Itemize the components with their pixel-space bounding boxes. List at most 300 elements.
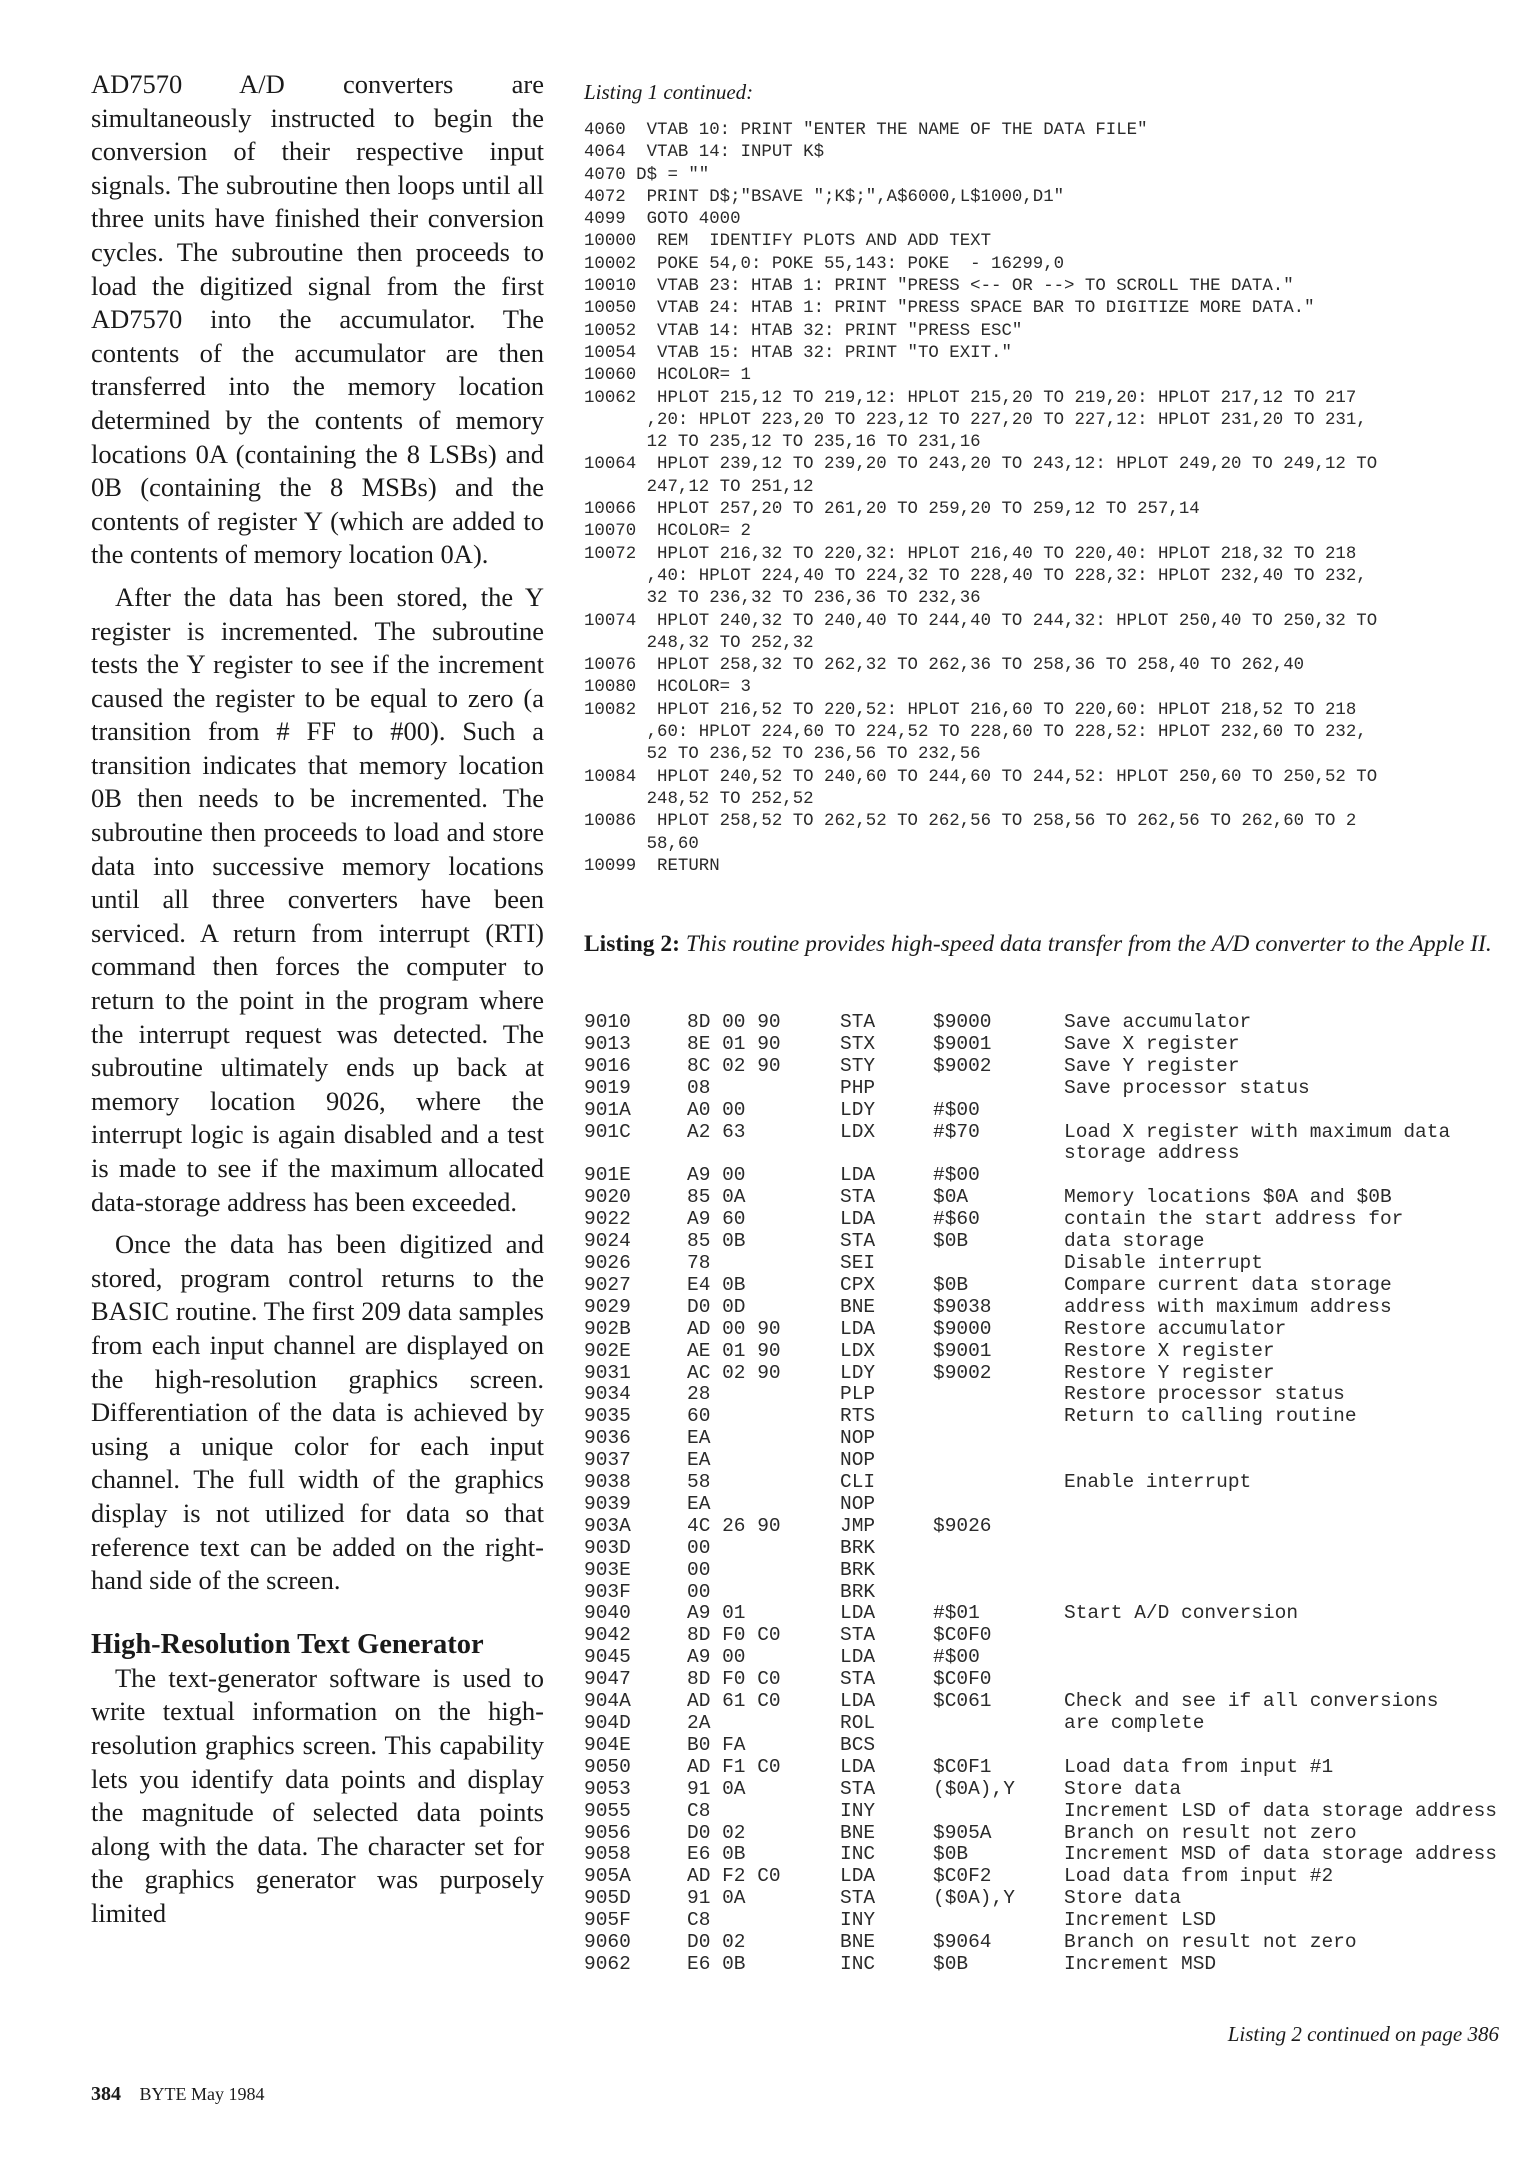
opcode-bytes-cell: A9 00: [687, 1164, 746, 1187]
code-line: 10080 HCOLOR= 3: [584, 678, 751, 698]
opcode-bytes-cell: E4 0B: [687, 1273, 746, 1296]
opcode-bytes-cell: A0 00: [687, 1098, 746, 1121]
assembly-row: [584, 1801, 1514, 1823]
opcode-bytes-cell: E6 0B: [687, 1843, 746, 1866]
mnemonic-cell: NOP: [840, 1492, 876, 1515]
comment-cell: Restore processor status: [1064, 1383, 1345, 1406]
comment-cell: contain the start address for: [1064, 1208, 1404, 1231]
assembly-row: [584, 1582, 1514, 1604]
opcode-bytes-cell: C8: [687, 1909, 711, 1932]
code-line: 4099 GOTO 4000: [584, 210, 741, 230]
code-line: 10099 RETURN: [584, 856, 720, 876]
address-cell: 904E: [584, 1733, 631, 1756]
comment-cell: [1064, 1165, 1514, 1187]
operand-cell: $C0F1: [933, 1755, 992, 1778]
code-line: 4070 D$ = "": [584, 165, 710, 185]
code-line: 4060 VTAB 10: PRINT "ENTER THE NAME OF THE DATA FILE": [584, 121, 1148, 140]
address-cell: 9040: [584, 1602, 631, 1625]
mnemonic-cell: LDY: [840, 1098, 876, 1121]
operand-cell: [933, 1253, 1064, 1275]
opcode-bytes-cell: 85 0B: [687, 1230, 746, 1253]
article-body: [91, 68, 544, 1930]
mnemonic-cell: LDA: [840, 1646, 876, 1669]
comment-cell: Memory locations $0A and $0B: [1064, 1186, 1392, 1209]
opcode-bytes-cell: 58: [687, 1471, 711, 1494]
assembly-row: [584, 1538, 1514, 1560]
mnemonic-cell: NOP: [840, 1449, 876, 1472]
opcode-bytes-cell: A9 60: [687, 1208, 746, 1231]
assembly-row: [584, 1866, 1514, 1888]
comment-cell: data storage: [1064, 1230, 1205, 1253]
address-cell: 9042: [584, 1624, 631, 1647]
mnemonic-cell: LDX: [840, 1120, 876, 1143]
opcode-bytes-cell: D0 0D: [687, 1295, 746, 1318]
address-cell: 9016: [584, 1054, 631, 1077]
code-line: 10086 HPLOT 258,52 TO 262,52 TO 262,56 TO 258,56 TO 262,56 TO 262,60 TO 2: [584, 812, 1357, 832]
address-cell: 903E: [584, 1558, 631, 1581]
opcode-bytes-cell: 00: [687, 1536, 711, 1559]
mnemonic-cell: LDY: [840, 1361, 876, 1384]
comment-cell: Save processor status: [1064, 1076, 1310, 1099]
mnemonic-cell: INY: [840, 1909, 876, 1932]
operand-cell: $9000: [933, 1317, 992, 1340]
assembly-row: [584, 1319, 1514, 1341]
mnemonic-cell: NOP: [840, 1427, 876, 1450]
code-line: 10000 REM IDENTIFY PLOTS AND ADD TEXT: [584, 232, 992, 252]
comment-cell: [1064, 1516, 1514, 1538]
assembly-row: [584, 1187, 1514, 1209]
assembly-row: [584, 1275, 1514, 1297]
address-cell: 9045: [584, 1646, 631, 1669]
operand-cell: $9002: [933, 1054, 992, 1077]
comment-cell: [1064, 1494, 1514, 1516]
assembly-row: [584, 1757, 1514, 1779]
operand-cell: #$00: [933, 1646, 980, 1669]
assembly-row: [584, 1297, 1514, 1319]
address-cell: 9036: [584, 1427, 631, 1450]
opcode-bytes-cell: D0 02: [687, 1821, 746, 1844]
mnemonic-cell: PHP: [840, 1076, 876, 1099]
comment-cell: [1064, 1100, 1514, 1122]
listing2-code: [584, 1012, 1514, 1976]
opcode-bytes-cell: EA: [687, 1492, 711, 1515]
mnemonic-cell: BRK: [840, 1536, 876, 1559]
address-cell: 9022: [584, 1208, 631, 1231]
operand-cell: [933, 1910, 1064, 1932]
mnemonic-cell: ROL: [840, 1712, 876, 1734]
section-heading: High-Resolution Text Generator: [91, 1628, 484, 1660]
operand-cell: $0B: [933, 1843, 969, 1866]
assembly-row: [584, 1888, 1514, 1910]
mnemonic-cell: STA: [840, 1887, 876, 1910]
comment-cell: Start A/D conversion: [1064, 1602, 1299, 1625]
assembly-row: [584, 1494, 1514, 1516]
opcode-bytes-cell: 00: [687, 1580, 711, 1603]
comment-cell: Save X register: [1064, 1032, 1240, 1055]
mnemonic-cell: INC: [840, 1843, 876, 1866]
code-line: 10076 HPLOT 258,32 TO 262,32 TO 262,36 TO 258,36 TO 258,40 TO 262,40: [584, 656, 1305, 676]
code-line: 10082 HPLOT 216,52 TO 220,52: HPLOT 216,60 TO 220,60: HPLOT 218,52 TO 218: [584, 700, 1357, 720]
operand-cell: #$70: [933, 1120, 980, 1143]
mnemonic-cell: LDX: [840, 1339, 876, 1362]
code-line: ,60: HPLOT 224,60 TO 224,52 TO 228,60 TO 228,52: HPLOT 232,60 TO 232,: [584, 723, 1367, 743]
operand-cell: [933, 1384, 1064, 1406]
opcode-bytes-cell: 8D 00 90: [687, 1011, 781, 1033]
code-line: ,40: HPLOT 224,40 TO 224,32 TO 228,40 TO 228,32: HPLOT 232,40 TO 232,: [584, 566, 1367, 586]
operand-cell: $9001: [933, 1032, 992, 1055]
operand-cell: $9000: [933, 1011, 992, 1033]
comment-cell: [1064, 1428, 1514, 1450]
mnemonic-cell: LDA: [840, 1164, 876, 1187]
address-cell: 9013: [584, 1032, 631, 1055]
assembly-row: [584, 1844, 1514, 1866]
opcode-bytes-cell: 00: [687, 1558, 711, 1581]
operand-cell: $0B: [933, 1952, 969, 1975]
operand-cell: [933, 1582, 1064, 1604]
address-cell: 9047: [584, 1668, 631, 1691]
code-line: 10054 VTAB 15: HTAB 32: PRINT "TO EXIT.": [584, 343, 1012, 363]
opcode-bytes-cell: 8D F0 C0: [687, 1624, 781, 1647]
operand-cell: $C0F0: [933, 1624, 992, 1647]
opcode-bytes-cell: D0 02: [687, 1931, 746, 1954]
comment-cell: Save Y register: [1064, 1054, 1240, 1077]
address-cell: 9058: [584, 1843, 631, 1866]
mnemonic-cell: LDA: [840, 1690, 876, 1713]
operand-cell: $9026: [933, 1514, 992, 1537]
assembly-row: [584, 1428, 1514, 1450]
operand-cell: #$01: [933, 1602, 980, 1625]
address-cell: 9019: [584, 1076, 631, 1099]
comment-cell: Increment MSD: [1064, 1952, 1217, 1975]
comment-cell: Restore Y register: [1064, 1361, 1275, 1384]
mnemonic-cell: BRK: [840, 1558, 876, 1581]
mnemonic-cell: LDA: [840, 1865, 876, 1888]
code-line: 10062 HPLOT 215,12 TO 219,12: HPLOT 215,20 TO 219,20: HPLOT 217,12 TO 217: [584, 388, 1357, 408]
address-cell: 9010: [584, 1011, 631, 1033]
operand-cell: $C0F0: [933, 1668, 992, 1691]
operand-cell: [933, 1713, 1064, 1735]
listing2-caption: [584, 928, 1514, 961]
mnemonic-cell: CLI: [840, 1471, 876, 1494]
address-cell: 902E: [584, 1339, 631, 1362]
mnemonic-cell: BNE: [840, 1295, 876, 1318]
code-line: 10070 HCOLOR= 2: [584, 522, 751, 542]
comment-cell: Load X register with maximum data storage address: [1064, 1120, 1451, 1165]
address-cell: 9020: [584, 1186, 631, 1209]
address-cell: 904A: [584, 1690, 631, 1713]
assembly-row: [584, 1341, 1514, 1363]
assembly-row: [584, 1450, 1514, 1472]
opcode-bytes-cell: AD F2 C0: [687, 1865, 781, 1888]
code-line: 10072 HPLOT 216,32 TO 220,32: HPLOT 216,40 TO 220,40: HPLOT 218,32 TO 218: [584, 544, 1357, 564]
opcode-bytes-cell: 4C 26 90: [687, 1514, 781, 1537]
assembly-row: [584, 1669, 1514, 1691]
mnemonic-cell: LDA: [840, 1755, 876, 1778]
code-line: 10002 POKE 54,0: POKE 55,143: POKE - 16299,0: [584, 254, 1065, 274]
comment-cell: Increment LSD of data storage address: [1064, 1799, 1497, 1822]
address-cell: 9053: [584, 1777, 631, 1800]
address-cell: 901A: [584, 1098, 631, 1121]
assembly-row: [584, 1406, 1514, 1428]
article-paragraph: The text-generator software is used to write textual information on the high-resolution graphics screen. This capability lets you identify data points and display the magnitude of selected data points along with the data. The character set for the graphics generator was purposely limited: [91, 1662, 544, 1928]
assembly-row: [584, 1691, 1514, 1713]
code-line: 10074 HPLOT 240,32 TO 240,40 TO 244,40 TO 244,32: HPLOT 250,40 TO 250,32 TO: [584, 611, 1378, 631]
operand-cell: $9002: [933, 1361, 992, 1384]
assembly-row: [584, 1209, 1514, 1231]
assembly-row: [584, 1253, 1514, 1275]
comment-cell: [1064, 1560, 1514, 1582]
code-line: ,20: HPLOT 223,20 TO 223,12 TO 227,20 TO 227,12: HPLOT 231,20 TO 231,: [584, 410, 1367, 430]
opcode-bytes-cell: 8D F0 C0: [687, 1668, 781, 1691]
address-cell: 9027: [584, 1273, 631, 1296]
comment-cell: Load data from input #2: [1064, 1865, 1334, 1888]
opcode-bytes-cell: AD 61 C0: [687, 1690, 781, 1713]
operand-cell: $0A: [933, 1186, 969, 1209]
comment-cell: Load data from input #1: [1064, 1755, 1334, 1778]
address-cell: 902B: [584, 1317, 631, 1340]
assembly-row: [584, 1056, 1514, 1078]
assembly-row: [584, 1910, 1514, 1932]
code-line: 12 TO 235,12 TO 235,16 TO 231,16: [584, 433, 981, 453]
mnemonic-cell: STA: [840, 1668, 876, 1691]
mnemonic-cell: BCS: [840, 1733, 876, 1756]
code-line: 10084 HPLOT 240,52 TO 240,60 TO 244,60 TO 244,52: HPLOT 250,60 TO 250,52 TO: [584, 767, 1378, 787]
operand-cell: $9038: [933, 1295, 992, 1318]
code-line: 10060 HCOLOR= 1: [584, 366, 751, 386]
continued-note: Listing 2 continued on page 386: [1227, 2022, 1499, 2046]
address-cell: 9050: [584, 1755, 631, 1778]
opcode-bytes-cell: A9 00: [687, 1646, 746, 1669]
address-cell: 901E: [584, 1164, 631, 1187]
address-cell: 9060: [584, 1931, 631, 1954]
assembly-row: [584, 1231, 1514, 1253]
comment-cell: [1064, 1450, 1514, 1472]
mnemonic-cell: STA: [840, 1230, 876, 1253]
opcode-bytes-cell: 28: [687, 1383, 711, 1406]
opcode-bytes-cell: 2A: [687, 1712, 711, 1734]
opcode-bytes-cell: 08: [687, 1076, 711, 1099]
code-line: 4064 VTAB 14: INPUT K$: [584, 143, 825, 163]
address-cell: 9038: [584, 1471, 631, 1494]
code-line: 32 TO 236,32 TO 236,36 TO 232,36: [584, 589, 981, 609]
operand-cell: #$60: [933, 1208, 980, 1231]
comment-cell: Compare current data storage: [1064, 1273, 1392, 1296]
mnemonic-cell: INY: [840, 1799, 876, 1822]
operand-cell: [933, 1472, 1064, 1494]
opcode-bytes-cell: EA: [687, 1449, 711, 1472]
operand-cell: $9001: [933, 1339, 992, 1362]
mnemonic-cell: LDA: [840, 1602, 876, 1625]
operand-cell: [933, 1538, 1064, 1560]
operand-cell: ($0A),Y: [933, 1777, 1015, 1800]
address-cell: 903A: [584, 1514, 631, 1537]
code-line: 10064 HPLOT 239,12 TO 239,20 TO 243,20 TO 243,12: HPLOT 249,20 TO 249,12 TO: [584, 455, 1378, 475]
article-paragraph: After the data has been stored, the Y register is incremented. The subroutine tests the Y register to see if the increment caused the register to be equal to zero (a transition from # FF to #00). Such a transition indicates that memory location 0B then needs to be incremented. The subroutine then proceeds to load and store data into successive memory locations until all three converters have been serviced. A return from interrupt (RTI) command then forces the computer to return to the point in the program where the interrupt request was detected. The subroutine ultimately ends up back at memory location 9026, where the interrupt logic is again disabled and a test is made to see if the maximum allocated data-storage address has been exceeded.: [91, 581, 544, 1217]
publication-name: BYTE May 1984: [139, 2084, 265, 2104]
article-paragraph: Once the data has been digitized and stored, program control returns to the BASIC routine. The first 209 data samples from each input channel are displayed on the high-resolution graphics screen. Differentiation of the data is achieved by using a unique color for each input channel. The full width of the graphics display is not utilized for data so that reference text can be added on the right-hand side of the screen.: [91, 1229, 544, 1596]
opcode-bytes-cell: A9 01: [687, 1602, 746, 1625]
mnemonic-cell: BNE: [840, 1821, 876, 1844]
operand-cell: $0B: [933, 1273, 969, 1296]
address-cell: 905D: [584, 1887, 631, 1910]
comment-cell: [1064, 1735, 1514, 1757]
assembly-row: [584, 1735, 1514, 1757]
assembly-row: [584, 1384, 1514, 1406]
address-cell: 9037: [584, 1449, 631, 1472]
comment-cell: Restore accumulator: [1064, 1317, 1287, 1340]
mnemonic-cell: SEI: [840, 1251, 876, 1274]
mnemonic-cell: JMP: [840, 1514, 876, 1537]
assembly-row: [584, 1034, 1514, 1056]
opcode-bytes-cell: E6 0B: [687, 1952, 746, 1975]
comment-cell: Disable interrupt: [1064, 1251, 1263, 1274]
operand-cell: $0B: [933, 1230, 969, 1253]
assembly-row: [584, 1779, 1514, 1801]
code-line: 248,52 TO 252,52: [584, 789, 814, 809]
operand-cell: ($0A),Y: [933, 1887, 1015, 1910]
address-cell: 905F: [584, 1909, 631, 1932]
comment-cell: address with maximum address: [1064, 1295, 1392, 1318]
operand-cell: $C061: [933, 1690, 992, 1713]
opcode-bytes-cell: B0 FA: [687, 1733, 746, 1756]
opcode-bytes-cell: 78: [687, 1251, 711, 1274]
code-line: 247,12 TO 251,12: [584, 477, 814, 497]
comment-cell: are complete: [1064, 1712, 1205, 1734]
address-cell: 9062: [584, 1952, 631, 1975]
assembly-row: [584, 1165, 1514, 1187]
code-line: 10010 VTAB 23: HTAB 1: PRINT "PRESS <-- OR --> TO SCROLL THE DATA.": [584, 277, 1294, 297]
comment-cell: Return to calling routine: [1064, 1405, 1357, 1428]
mnemonic-cell: PLP: [840, 1383, 876, 1406]
assembly-row: [584, 1078, 1514, 1100]
assembly-row: [584, 1516, 1514, 1538]
operand-cell: [933, 1801, 1064, 1823]
operand-cell: [933, 1428, 1064, 1450]
address-cell: 9024: [584, 1230, 631, 1253]
address-cell: 9026: [584, 1251, 631, 1274]
code-line: 4072 PRINT D$;"BSAVE ";K$;",A$6000,L$1000,D1": [584, 187, 1065, 207]
code-line: 248,32 TO 252,32: [584, 633, 814, 653]
mnemonic-cell: STA: [840, 1186, 876, 1209]
comment-cell: Restore X register: [1064, 1339, 1275, 1362]
address-cell: 9039: [584, 1492, 631, 1515]
operand-cell: $905A: [933, 1821, 992, 1844]
assembly-row: [584, 1823, 1514, 1845]
comment-cell: [1064, 1669, 1514, 1691]
assembly-row: [584, 1603, 1514, 1625]
operand-cell: [933, 1450, 1064, 1472]
assembly-row: [584, 1012, 1514, 1034]
operand-cell: [933, 1078, 1064, 1100]
article-paragraph: AD7570 A/D converters are simultaneously instructed to begin the conversion of their respective input signals. The subroutine then loops until all three units have finished their conversion cycles. The subroutine then proceeds to load the digitized signal from the first AD7570 into the accumulator. The contents of the accumulator are then transferred into the memory location determined by the contents of memory locations 0A (containing the 8 LSBs) and 0B (containing the 8 MSBs) and the contents of register Y (which are added to the contents of memory location 0A).: [91, 69, 544, 570]
opcode-bytes-cell: A2 63: [687, 1120, 746, 1143]
comment-cell: Store data: [1064, 1777, 1182, 1800]
opcode-bytes-cell: 8E 01 90: [687, 1032, 781, 1055]
comment-cell: Increment LSD: [1064, 1909, 1217, 1932]
code-line: 58,60: [584, 834, 699, 854]
assembly-row: [584, 1560, 1514, 1582]
address-cell: 9035: [584, 1405, 631, 1428]
comment-cell: [1064, 1625, 1514, 1647]
listing1-code: [584, 120, 1514, 878]
opcode-bytes-cell: 91 0A: [687, 1777, 746, 1800]
assembly-row: [584, 1122, 1514, 1166]
operand-cell: [933, 1560, 1064, 1582]
operand-cell: [933, 1406, 1064, 1428]
listing1-caption: Listing 1 continued:: [584, 80, 754, 104]
page-footer: [91, 2083, 265, 2106]
assembly-row: [584, 1363, 1514, 1385]
opcode-bytes-cell: AE 01 90: [687, 1339, 781, 1362]
mnemonic-cell: STY: [840, 1054, 876, 1077]
opcode-bytes-cell: 85 0A: [687, 1186, 746, 1209]
comment-cell: Branch on result not zero: [1064, 1931, 1357, 1954]
mnemonic-cell: STX: [840, 1032, 876, 1055]
address-cell: 9034: [584, 1383, 631, 1406]
address-cell: 903D: [584, 1536, 631, 1559]
opcode-bytes-cell: AD 00 90: [687, 1317, 781, 1340]
assembly-row: [584, 1713, 1514, 1735]
address-cell: 901C: [584, 1120, 631, 1143]
assembly-row: [584, 1932, 1514, 1954]
listing2-caption-label: Listing 2:: [584, 931, 680, 957]
code-line: 52 TO 236,52 TO 236,56 TO 232,56: [584, 745, 981, 765]
opcode-bytes-cell: 8C 02 90: [687, 1054, 781, 1077]
mnemonic-cell: LDA: [840, 1208, 876, 1231]
mnemonic-cell: BNE: [840, 1931, 876, 1954]
page-number: 384: [91, 2083, 121, 2105]
mnemonic-cell: STA: [840, 1011, 876, 1033]
comment-cell: Branch on result not zero: [1064, 1821, 1357, 1844]
opcode-bytes-cell: 91 0A: [687, 1887, 746, 1910]
mnemonic-cell: STA: [840, 1624, 876, 1647]
mnemonic-cell: RTS: [840, 1405, 876, 1428]
listings-column: [584, 0, 1514, 2160]
mnemonic-cell: CPX: [840, 1273, 876, 1296]
code-line: 10066 HPLOT 257,20 TO 261,20 TO 259,20 TO 259,12 TO 257,14: [584, 500, 1200, 520]
comment-cell: Save accumulator: [1064, 1011, 1252, 1033]
assembly-row: [584, 1647, 1514, 1669]
mnemonic-cell: BRK: [840, 1580, 876, 1603]
address-cell: 9031: [584, 1361, 631, 1384]
opcode-bytes-cell: EA: [687, 1427, 711, 1450]
comment-cell: [1064, 1647, 1514, 1669]
code-line: 10050 VTAB 24: HTAB 1: PRINT "PRESS SPACE BAR TO DIGITIZE MORE DATA.": [584, 299, 1315, 319]
comment-cell: Check and see if all conversions: [1064, 1690, 1439, 1713]
assembly-row: [584, 1100, 1514, 1122]
address-cell: 9029: [584, 1295, 631, 1318]
address-cell: 9056: [584, 1821, 631, 1844]
mnemonic-cell: INC: [840, 1952, 876, 1975]
assembly-row: [584, 1472, 1514, 1494]
operand-cell: #$00: [933, 1098, 980, 1121]
operand-cell: [933, 1735, 1064, 1757]
opcode-bytes-cell: 60: [687, 1405, 711, 1428]
address-cell: 905A: [584, 1865, 631, 1888]
mnemonic-cell: STA: [840, 1777, 876, 1800]
operand-cell: $C0F2: [933, 1865, 992, 1888]
address-cell: 9055: [584, 1799, 631, 1822]
operand-cell: #$00: [933, 1164, 980, 1187]
comment-cell: [1064, 1538, 1514, 1560]
listing2-caption-text: This routine provides high-speed data transfer from the A/D converter to the Apple II.: [685, 931, 1492, 957]
address-cell: 904D: [584, 1712, 631, 1734]
assembly-row: [584, 1954, 1514, 1976]
comment-cell: Enable interrupt: [1064, 1471, 1252, 1494]
code-line: 10052 VTAB 14: HTAB 32: PRINT "PRESS ESC": [584, 321, 1023, 341]
assembly-row: [584, 1625, 1514, 1647]
comment-cell: Store data: [1064, 1887, 1182, 1910]
